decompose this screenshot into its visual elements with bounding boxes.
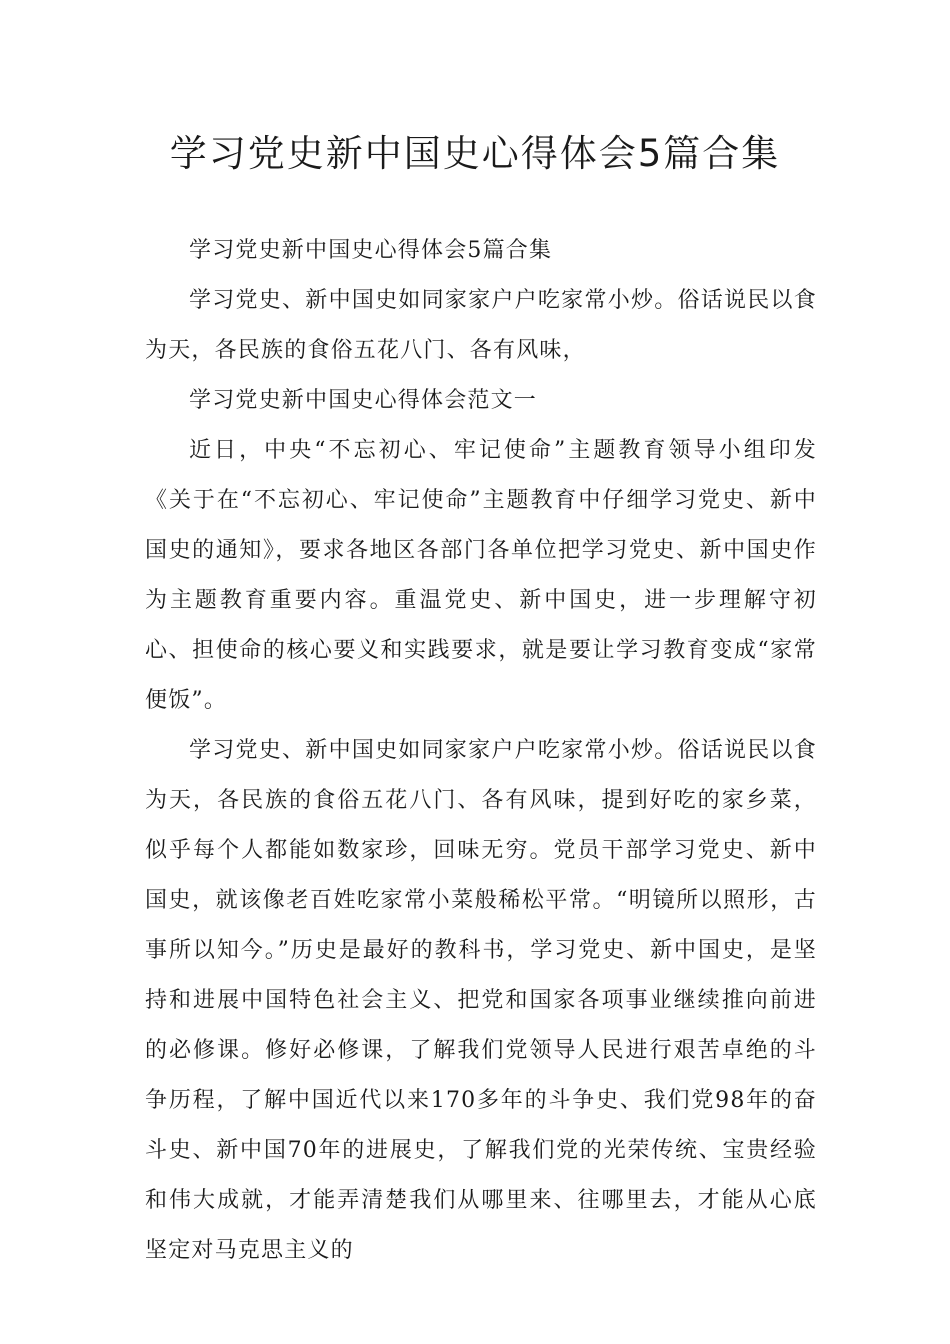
paragraph-body-1: 近日，中央“不忘初心、牢记使命”主题教育领导小组印发《关于在“不忘初心、牢记使命”主题教育中仔细学习党史、新中国史的通知》，要求各地区各部门各单位把学习党史、新中国史作为主题教育重要内容。重温党史、新中国史，进一步理解守初心、担使命的核心要义和实践要求，就是要让学习教育变成“家常便饭”。 (145, 438, 817, 713)
document-title: 学习党史新中国史心得体会5篇合集 (169, 132, 781, 175)
paragraph-section-heading: 学习党史新中国史心得体会范文一 (189, 388, 538, 413)
paragraph-body-2: 学习党史、新中国史如同家家户户吃家常小炒。俗话说民以食为天，各民族的食俗五花八门、各有风味，提到好吃的家乡菜，似乎每个人都能如数家珍，回味无穷。党员干部学习党史、新中国史，就该像老百姓吃家常小菜般稀松平常。“明镜所以照形，古事所以知今。”历史是最好的教科书，学习党史、新中国史，是坚持和进展中国特色社会主义、把党和国家各项事业继续推向前进的必修课。修好必修课，了解我们党领导人民进行艰苦卓绝的斗争历程，了解中国近代以来170多年的斗争史、我们党98年的奋斗史、新中国70年的进展史，了解我们党的光荣传统、宝贵经验和伟大成就，才能弄清楚我们从哪里来、往哪里去，才能从心底坚定对马克思主义的 (145, 738, 817, 1263)
document-body (145, 226, 817, 1276)
paragraph-subtitle: 学习党史新中国史心得体会5篇合集 (189, 238, 553, 263)
paragraph-intro: 学习党史、新中国史如同家家户户吃家常小炒。俗话说民以食为天，各民族的食俗五花八门、各有风味， (145, 288, 817, 363)
